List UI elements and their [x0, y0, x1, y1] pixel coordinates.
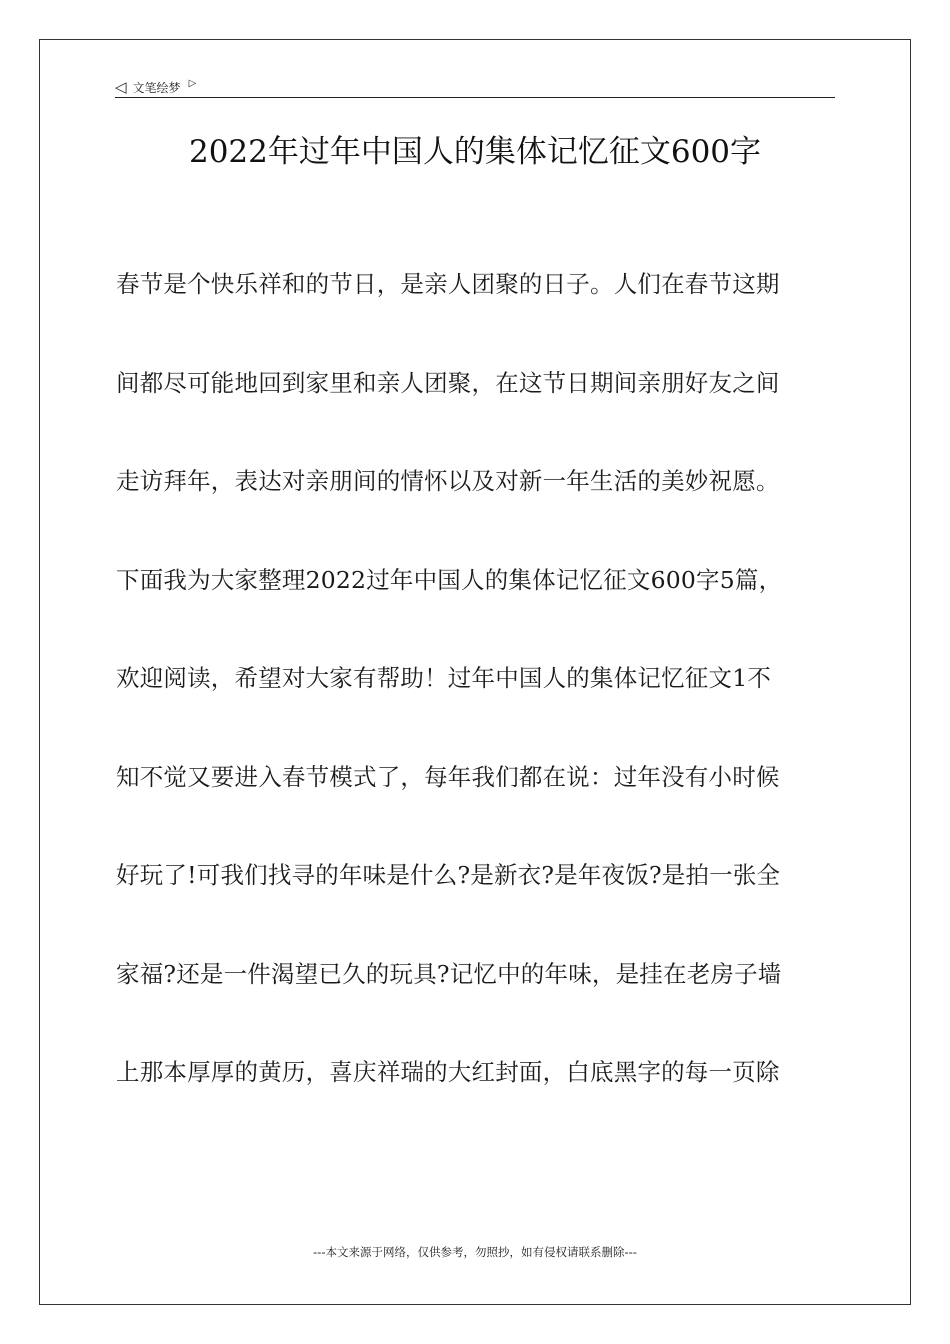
header-brand: 文笔绘梦	[132, 80, 181, 95]
body-line: 家福?还是一件渴望已久的玩具?记忆中的年味，是挂在老房子墙	[116, 959, 782, 988]
header-divider	[115, 97, 835, 98]
triangle-right-icon: ▷	[188, 78, 197, 89]
body-line: 间都尽可能地回到家里和亲人团聚，在这节日期间亲朋好友之间	[116, 368, 780, 397]
body-line: 上那本厚厚的黄历，喜庆祥瑞的大红封面，白底黑字的每一页除	[116, 1058, 780, 1086]
document-header	[115, 76, 835, 98]
footer-disclaimer: ---本文来源于网络，仅供参考，勿照抄，如有侵权请联系删除---	[313, 1245, 637, 1259]
body-line: 好玩了!可我们找寻的年味是什么?是新衣?是年夜饭?是拍一张全	[116, 861, 781, 889]
body-line: 春节是个快乐祥和的节日，是亲人团聚的日子。人们在春节这期	[116, 270, 780, 298]
body-line: 走访拜年，表达对亲朋间的情怀以及对新一年生活的美妙祝愿。	[116, 467, 780, 495]
document-title: 2022年过年中国人的集体记忆征文600字	[188, 134, 762, 170]
body-line: 欢迎阅读，希望对大家有帮助！过年中国人的集体记忆征文1不	[116, 664, 772, 692]
body-line: 知不觉又要进入春节模式了，每年我们都在说：过年没有小时候	[116, 762, 780, 791]
body-text	[116, 254, 838, 1141]
triangle-left-icon: ◁	[115, 77, 127, 96]
body-line: 下面我为大家整理2022过年中国人的集体记忆征文600字5篇，	[116, 565, 783, 594]
